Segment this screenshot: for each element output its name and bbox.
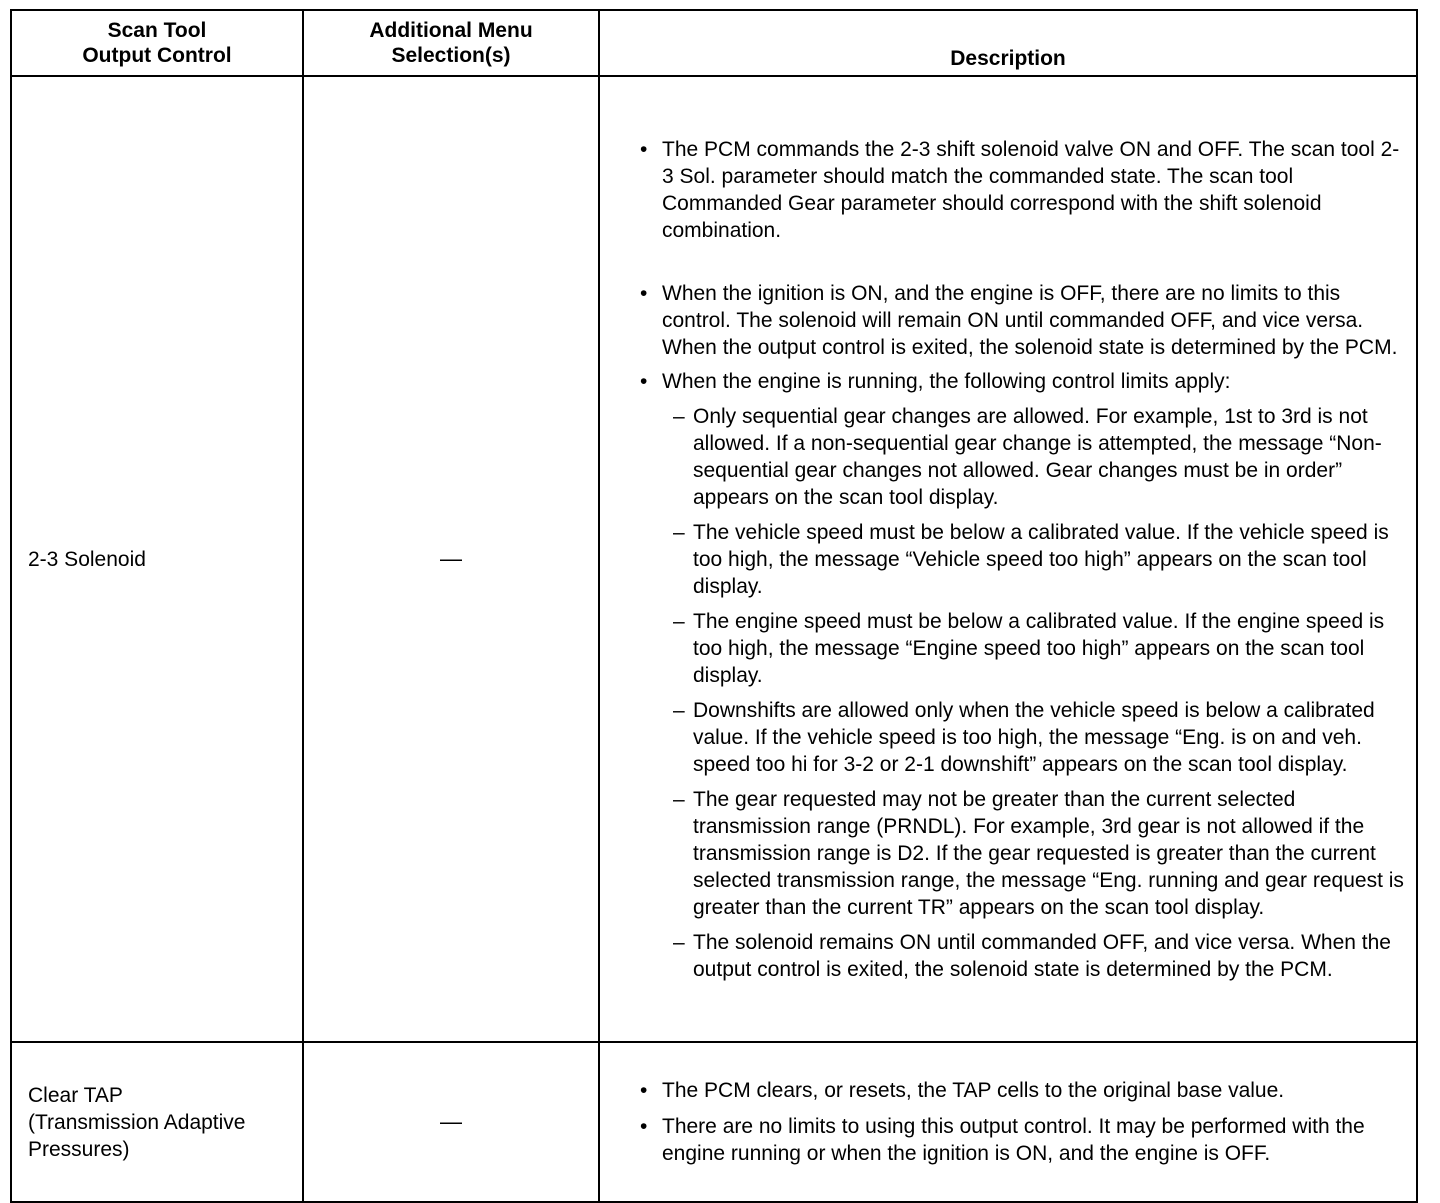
menu-selection-cell — [303, 1042, 599, 1202]
description-sub-item: – The solenoid remains ON until commanded OFF, and vice versa. When the output control is exited, the solenoid state is determined by the PCM. — [638, 929, 1404, 983]
description-sub-item: – The vehicle speed must be below a calibrated value. If the vehicle speed is too high, the message “Vehicle speed too high” appears on the scan tool display. — [638, 519, 1404, 600]
description-bullet: • There are no limits to using this output control. It may be performed with the engine running or when the ignition is ON, and the engine is OFF. — [638, 1113, 1404, 1167]
header-col2-line1: Additional Menu — [369, 19, 533, 42]
description-sub-item: – The engine speed must be below a calibrated value. If the engine speed is too high, the message “Engine speed too high” appears on the scan tool display. — [638, 608, 1404, 689]
table-row-clear-tap — [11, 1042, 1417, 1202]
description-cell — [599, 1042, 1417, 1202]
header-row — [11, 10, 1417, 76]
header-col1-line2: Output Control — [82, 44, 232, 67]
description-bullet: • The PCM clears, or resets, the TAP cells to the original base value. — [638, 1077, 1404, 1104]
header-description — [599, 10, 1417, 76]
control-cell — [11, 76, 303, 1042]
control-name: Clear TAP — [28, 1083, 123, 1107]
control-name-detail: (Transmission Adaptive Pressures) — [28, 1110, 246, 1161]
description-cell — [599, 76, 1417, 1042]
output-control-table — [10, 9, 1418, 1203]
description-sub-item: – Downshifts are allowed only when the vehicle speed is below a calibrated value. If the vehicle speed is too high, the message “Eng. is on and veh. speed too hi for 3-2 or 2-1 downshift” appears on the scan tool display. — [638, 697, 1404, 778]
table-header — [11, 10, 1417, 76]
menu-selection-value: — — [440, 1109, 462, 1134]
control-cell — [11, 1042, 303, 1202]
header-additional-menu-selections — [303, 10, 599, 76]
menu-selection-value: — — [440, 546, 462, 571]
header-col3-label: Description — [950, 47, 1066, 70]
description-bullet: • When the ignition is ON, and the engine is OFF, there are no limits to this control. The solenoid will remain ON until commanded OFF, and vice versa. When the output control is exited, the solenoid state is determined by the PCM. — [638, 280, 1404, 361]
header-col1-line1: Scan Tool — [107, 19, 207, 42]
description-bullet: • The PCM commands the 2-3 shift solenoid valve ON and OFF. The scan tool 2-3 Sol. parameter should match the commanded state. The scan tool Commanded Gear parameter should correspond with the shift solenoid combination. — [638, 136, 1404, 244]
description-sub-item: – The gear requested may not be greater than the current selected transmission range (PRNDL). For example, 3rd gear is not allowed if the transmission range is D2. If the gear requested is greater than the current selected transmission range, the message “Eng. running and gear request is greater than the current TR” appears on the scan tool display. — [638, 786, 1404, 921]
header-scan-tool-output-control — [11, 10, 303, 76]
description-sub-item: – Only sequential gear changes are allowed. For example, 1st to 3rd is not allowed. If a non-sequential gear change is attempted, the message “Non-sequential gear changes not allowed. Gear changes must be in order” appears on the scan tool display. — [638, 403, 1404, 511]
control-name: 2-3 Solenoid — [28, 547, 146, 571]
table-row-2-3-solenoid — [11, 76, 1417, 1042]
header-col2-line2: Selection(s) — [391, 44, 511, 67]
description-bullet: • When the engine is running, the following control limits apply: — [638, 368, 1404, 395]
menu-selection-cell — [303, 76, 599, 1042]
